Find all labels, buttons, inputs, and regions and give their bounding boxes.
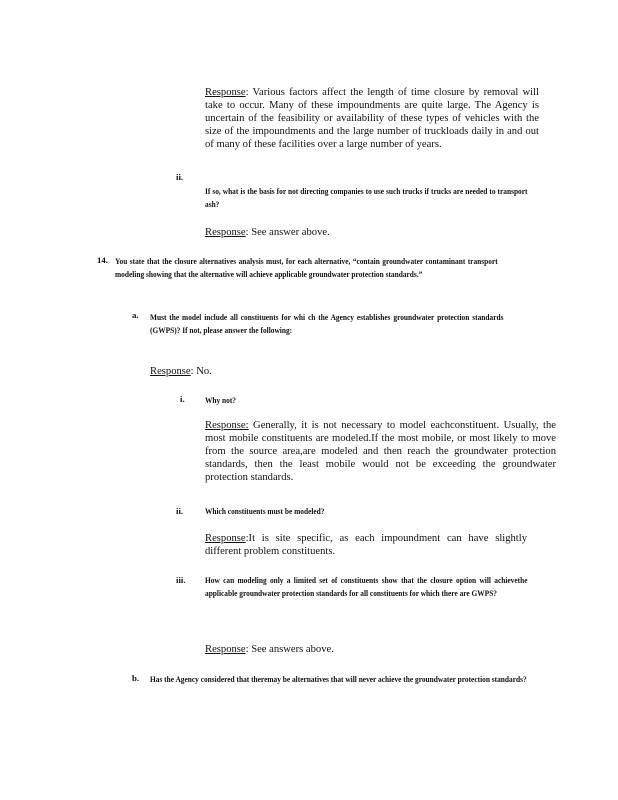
- item-marker: ii.: [176, 506, 184, 516]
- question-text: Why not?: [205, 395, 237, 405]
- question-text: How can modeling only a limited set of constituents show that the closure option will achievethe applicable groundwater protection standards for all constituents for which there are GWPS?: [205, 575, 528, 598]
- response-text: : Various factors affect the length of time closure by removal will take to occur. Many of these impoundments are quite large. The Agency is uncertain of the feasibility or availability of these types of vehicles with the size of the impoundments and the large number of truckloads daily in and out of many of these facilities over a large number of years.: [205, 87, 539, 150]
- response-label: Response: [205, 644, 246, 655]
- response-text: : See answer above.: [245, 227, 330, 238]
- item-marker: iii.: [176, 575, 186, 585]
- response-label: Response: [205, 533, 246, 544]
- response-paragraph: [205, 644, 539, 657]
- item-marker: 14.: [97, 255, 108, 265]
- question-text: Has the Agency considered that theremay be alternatives that will never achieve the groundwater protection standards?: [150, 674, 527, 684]
- response-label: Response: [205, 227, 246, 238]
- response-paragraph: [205, 533, 527, 559]
- item-marker: a.: [132, 310, 139, 320]
- question-text: Must the model include all constituents for whi ch the Agency establishes groundwater protection standards (GWPS)? If not, please answer the following:: [150, 312, 504, 335]
- response-paragraph: [150, 366, 484, 379]
- response-label: Response:: [205, 420, 249, 431]
- item-marker: b.: [132, 673, 140, 683]
- response-label: Response: [150, 366, 191, 377]
- question-text: If so, what is the basis for not directing companies to use such trucks if trucks are needed to transport ash?: [205, 186, 528, 209]
- question-text: You state that the closure alternatives analysis must, for each alternative, “contain groundwater contaminant transport modeling showing that the alternative will achieve applicable groundwater protection standards.”: [115, 256, 498, 279]
- response-paragraph: [205, 420, 556, 485]
- item-marker: ii.: [176, 172, 184, 182]
- response-text: :It is site specific, as each impoundment can have slightly different problem constituents.: [205, 533, 527, 557]
- question-text: Which constituents must be modeled?: [205, 506, 325, 516]
- response-text: Generally, it is not necessary to model eachconstituent. Usually, the most mobile constituents are modeled.If the most mobile, or most likely to move from the source area,are modeled and then reach the groundwater protection standards, then the least mobile would not be exceeding the groundwater protection standards.: [205, 420, 556, 483]
- response-paragraph: [205, 87, 539, 152]
- response-paragraph: [205, 227, 539, 240]
- item-marker: i.: [180, 394, 185, 404]
- response-label: Response: [205, 87, 246, 98]
- response-text: : See answers above.: [245, 644, 334, 655]
- response-text: : No.: [190, 366, 212, 377]
